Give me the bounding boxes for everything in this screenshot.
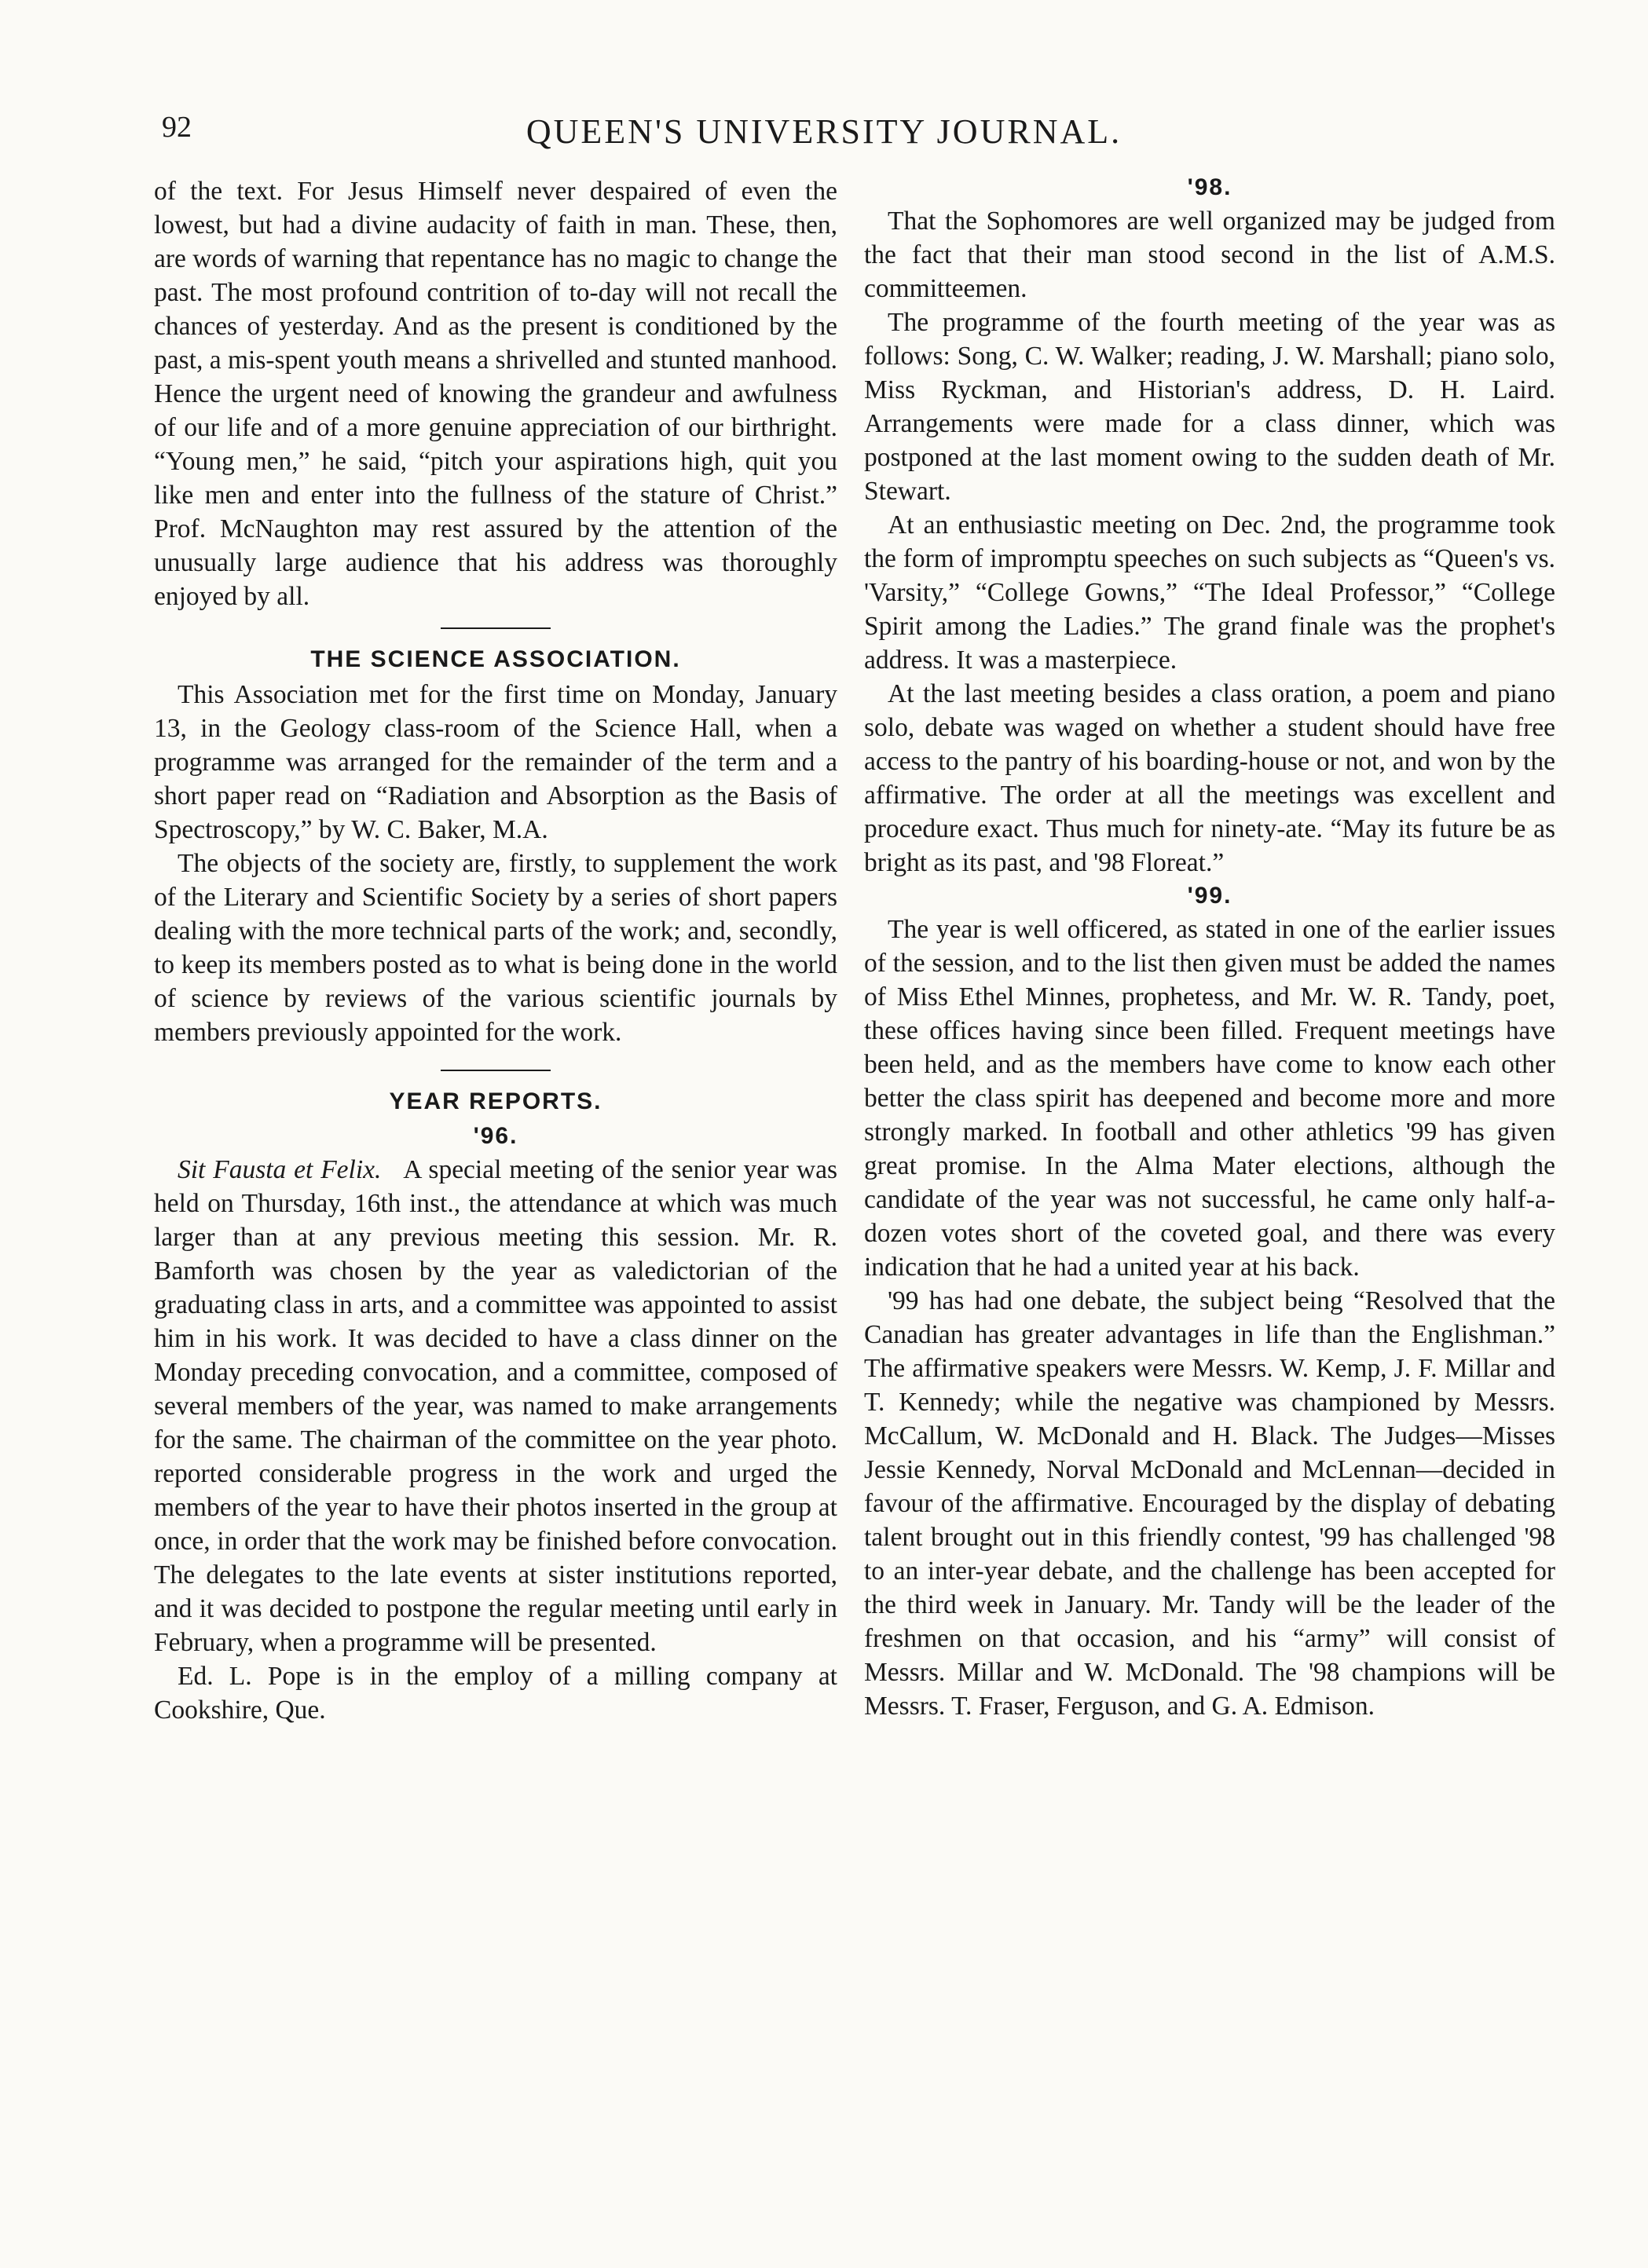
year-98-paragraph-3: At an enthusiastic meeting on Dec. 2nd, the programme took the form of impromptu speeches on such subjects as “Queen's vs. 'Varsity,” “College Gowns,” “The Ideal Professor,” “College Spirit among the Ladies.” The grand finale was the prophet's address. It was a masterpiece. xyxy=(864,510,1555,675)
journal-title: QUEEN'S UNIVERSITY JOURNAL. xyxy=(526,112,1122,151)
page-number: 92 xyxy=(162,111,192,144)
year-96-motto: Sit Fausta et Felix. xyxy=(178,1155,382,1184)
science-association-heading: THE SCIENCE ASSOCIATION. xyxy=(310,646,681,672)
year-96-heading: '96. xyxy=(473,1123,518,1149)
year-99-paragraph-2: '99 has had one debate, the subject being “Resolved that the Canadian has greater advantages in life than the Englishman.” The affirmative speakers were Messrs. W. Kemp, J. F. Millar and T. Kennedy; while the negative was championed by Messrs. McCallum, W. McDonald and H. Black. The Judges—Misses Jessie Kennedy, Norval McDonald and McLennan—decided in favour of the affirmative. Encouraged by the display of debating talent brought out in this friendly contest, '99 has challenged '98 to an inter-year debate, and the challenge has been accepted for the third week in January. Mr. Tandy will be the leader of the freshmen on that occasion, and his “army” will consist of Messrs. Millar and W. McDonald. The '98 champions will be Messrs. T. Fraser, Ferguson, and G. A. Edmison. xyxy=(864,1286,1555,1721)
section-divider xyxy=(441,627,551,629)
year-98-heading: '98. xyxy=(1187,174,1232,200)
left-column xyxy=(154,174,837,1727)
right-column xyxy=(864,174,1555,1723)
year-99-heading: '99. xyxy=(1187,883,1232,909)
section-divider xyxy=(441,1070,551,1071)
year-98-paragraph-1: That the Sophomores are well organized may be judged from the fact that their man stood second in the list of A.M.S. committeemen. xyxy=(864,207,1555,303)
continued-paragraph: of the text. For Jesus Himself never despaired of even the lowest, but had a divine audacity of faith in man. These, then, are words of warning that repentance has no magic to change the past. The most profound contrition of to-day will not recall the chances of yesterday. And as the present is conditioned by the past, a mis-spent youth means a shrivelled and stunted manhood. Hence the urgent need of knowing the grandeur and awfulness of our life and of a more genuine appreciation of our birthright. “Young men,” he said, “pitch your aspirations high, quit you like men and enter into the fullness of the stature of Christ.” Prof. McNaughton may rest assured by the attention of the unusually large audience that his address was thoroughly enjoyed by all. xyxy=(154,177,837,611)
year-96-report-text: A special meeting of the senior year was held on Thursday, 16th inst., the attendance at which was much larger than at any previous meeting this session. Mr. R. Bamforth was chosen by the year as valedictorian of the graduating class in arts, and a committee was appointed to assist him in his work. It was decided to have a class dinner on the Monday preceding convocation, and a committee, composed of several members of the year, was named to make arrangements for the same. The chairman of the committee on the year photo. reported considerable progress in the work and urged the members of the year to have their photos inserted in the group at once, in order that the work may be finished before convocation. The delegates to the late events at sister institutions reported, and it was decided to postpone the regular meeting until early in February, when a programme will be presented. xyxy=(154,1155,837,1657)
year-reports-heading: YEAR REPORTS. xyxy=(389,1088,602,1114)
science-paragraph-1: This Association met for the first time on Monday, January 13, in the Geology class-room of the Science Hall, when a programme was arranged for the remainder of the term and a short paper read on “Radiation and Absorption as the Basis of Spectroscopy,” by W. C. Baker, M.A. xyxy=(154,680,837,844)
year-99-paragraph-1: The year is well officered, as stated in one of the earlier issues of the session, and to the list then given must be added the names of Miss Ethel Minnes, prophetess, and Mr. W. R. Tandy, poet, these offices having since been filled. Frequent meetings have been held, and as the members have come to know each other better the class spirit has deepened and become more and more strongly marked. In football and other athletics '99 has given great promise. In the Alma Mater elections, although the candidate of the year was not successful, he came only half-a-dozen votes short of the coveted goal, and there was every indication that he had a united year at his back. xyxy=(864,915,1555,1282)
science-paragraph-2: The objects of the society are, firstly, to supplement the work of the Literary and Scientific Society by a series of short papers dealing with the more technical parts of the work; and, secondly, to keep its members posted as to what is being done in the world of science by reviews of the various scientific journals by members previously appointed for the work. xyxy=(154,849,837,1047)
year-98-paragraph-4: At the last meeting besides a class oration, a poem and piano solo, debate was waged on whether a student should have free access to the pantry of his boarding-house or not, and won by the affirmative. The order at all the meetings was excellent and procedure exact. Thus much for ninety-ate. “May its future be as bright as its past, and '98 Floreat.” xyxy=(864,679,1555,877)
year-98-paragraph-2: The programme of the fourth meeting of the year was as follows: Song, C. W. Walker; reading, J. W. Marshall; piano solo, Miss Ryckman, and Historian's address, D. H. Laird. Arrangements were made for a class dinner, which was postponed at the last moment owing to the sudden death of Mr. Stewart. xyxy=(864,308,1555,506)
year-96-paragraph-2: Ed. L. Pope is in the employ of a milling company at Cookshire, Que. xyxy=(154,1662,837,1725)
year-96-paragraph-1 xyxy=(154,1153,837,1659)
